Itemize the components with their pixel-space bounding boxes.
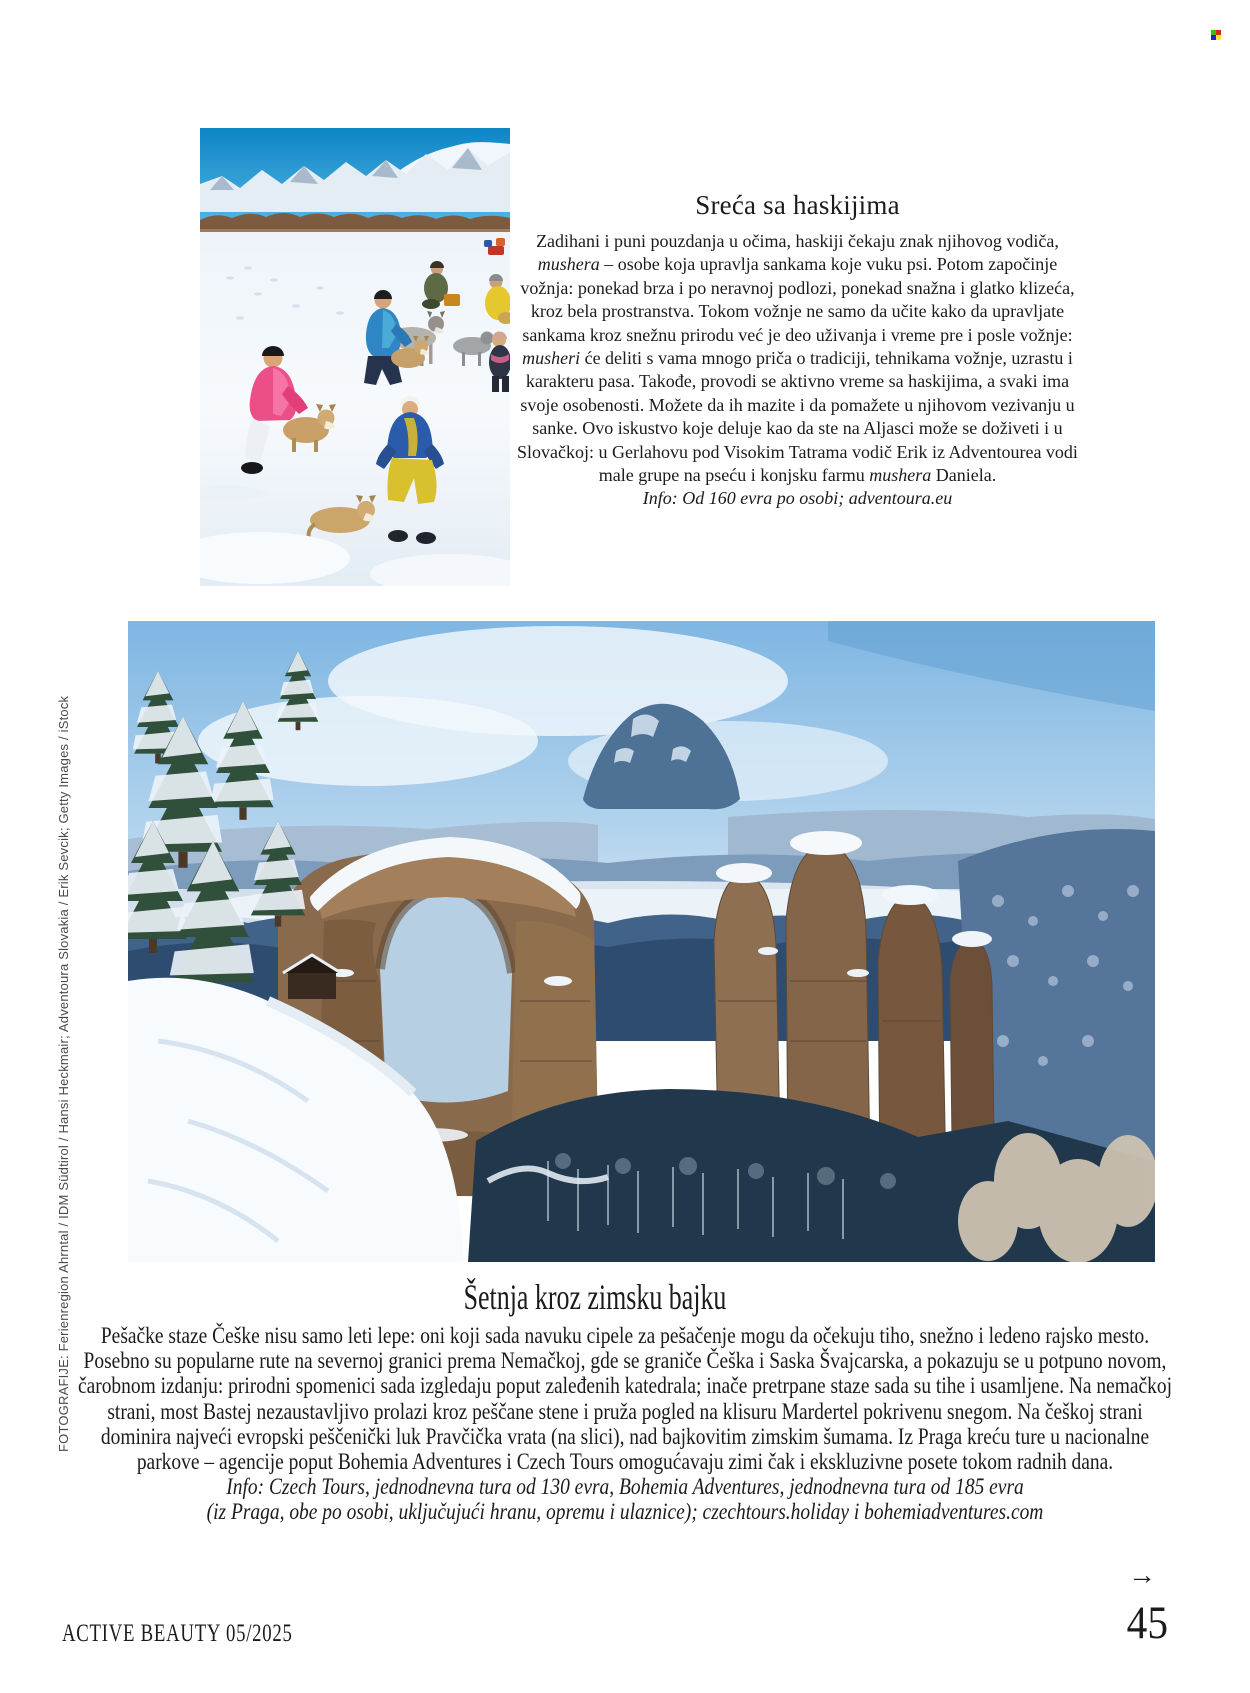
walk-article-title: Šetnja kroz zimsku bajku: [463, 1277, 727, 1317]
walk-article: [75, 1323, 1175, 1525]
color-grid-icon: [1211, 30, 1221, 40]
husky-article-info: Info: Od 160 evra po osobi; adventoura.eu: [642, 488, 953, 509]
next-page-arrow-icon: →: [1128, 1560, 1156, 1591]
walk-article-info-line2: (iz Praga, obe po osobi, uključujući hranu, opremu i ulaznice); czechtours.holiday i bohemiadventures.com: [206, 1499, 1044, 1525]
body-text-segment: će deliti s vama mnogo priča o tradiciji, tehnikama vožnje, uzrastu i karakteru pasa. Takođe, provodi se aktivno vreme sa haskijima, a svaki ima svoje osobenosti. Možete da ih mazite i da pomažete u njihovom vezivanju u sanke. Ovo iskustvo koje deluje kao da ste na Aljasci može se doživeti i u Slovačkoj: u Gerlahovu pod Visokim Tatrama vodič Erik iz Adventourea vodi male grupe na pseću i konjsku farmu: [517, 348, 1078, 486]
arch-photo-illustration: [128, 621, 1155, 1262]
footer-magazine-label: ACTIVE BEAUTY 05/2025: [62, 1620, 293, 1647]
walk-article-body: Pešačke staze Češke nisu samo leti lepe: oni koji sada navuku cipele za pešačenje mogu da očekuju tiho, snežno i ledeno rajsko mesto. Posebno su popularne rute na severnoj granici prema Nemačkoj, gde se graniče Češka i Saska Švajcarska, a pokazuju se u potpuno novom, čarobnom izdanju: prirodni spomenici sada izgledaju poput zaleđenih katedrala; inače pretrpane staze sada su tihe i usamljene. Na nemačkoj strani, most Bastej nezaustavljivo prolazi kroz peščane stene i pruža pogled na klisuru Mardertel pokrivenu snegom. Na češkoj strani dominira najveći evropski peščenički luk Pravčička vrata (na slici), nad bajkovitim zimskim šumama. Iz Praga kreću ture u nacionalne parkove – agencije poput Bohemia Adventures i Czech Tours omogućavaju zimi čak i ekskluzivne posete tokom radnih dana.: [77, 1323, 1173, 1475]
husky-article-body: [515, 230, 1080, 487]
page-number: 45: [1126, 1597, 1168, 1649]
body-text-segment: Daniela.: [931, 465, 997, 486]
body-text-segment: – osobe koja upravlja sankama koje vuku psi. Potom započinje vožnja: ponekad brza i po neravnoj podlozi, ponekad snažna i glatko klizeća, kroz bela prostranstva. Tokom vožnje ne samo da učite kako da upravljate sankama kroz snežnu prirodu već je deo uživanja i vreme pre i posle vožnje:: [520, 254, 1075, 345]
yellow-square-icon: [1216, 35, 1221, 40]
body-text-segment-italic: musheri: [522, 348, 581, 369]
husky-photo-illustration: [200, 128, 510, 586]
photo-credit: FOTOGRAFIJE: Ferienregion Ahrntal / IDM Südtirol / Hansi Heckmair; Adventoura Slovakia / Erik Sevcik; Getty Images / iStock: [56, 695, 71, 1452]
husky-photo: [200, 128, 510, 586]
husky-article-title: Sreća sa haskijima: [695, 190, 900, 220]
body-text-segment-italic: mushera: [537, 254, 600, 275]
husky-article: [515, 190, 1080, 511]
walk-article-info-line1: Info: Czech Tours, jednodnevna tura od 130 evra, Bohemia Adventures, jednodnevna tura od 185 evra: [226, 1474, 1024, 1500]
body-text-segment: Zadihani i puni pouzdanja u očima, haskiji čekaju znak njihovog vodiča,: [536, 231, 1059, 251]
arch-photo: [128, 621, 1155, 1262]
body-text-segment-italic: mushera: [869, 465, 932, 486]
